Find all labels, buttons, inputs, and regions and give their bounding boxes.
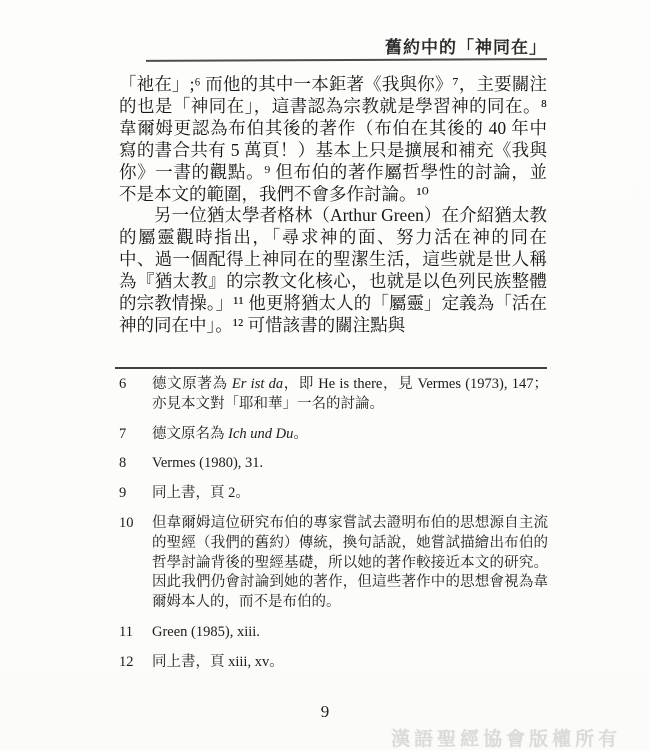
footnote-text [152, 623, 548, 643]
footnote-number: 6 [119, 376, 127, 392]
footnote-text [152, 514, 548, 613]
footnote-text [152, 375, 548, 415]
footnote-7 [119, 425, 548, 445]
footnote-number: 12 [119, 653, 134, 670]
body-paragraph-2: 另一位猶太學者格林（Arthur Green）在介紹猶太教的屬靈觀時指出，「尋求神的面、努力活在神的同在中、過一個配得上神同在的聖潔生活，這些就是世人稱為『猶太教』的宗教文化核心，也就是以色列民族整體的宗教情操。」¹¹ 他更將猶太人的「屬靈」定義為「活在神的同在中」。¹² 可惜該書的關注點與 [119, 205, 547, 335]
footnote-8 [119, 454, 548, 474]
footnote-text-segment: 但韋爾姆這位研究布伯的專家嘗試去證明布伯的思想源自主流的聖經（我們的舊約）傳統，換句話說，她嘗試描繪出布伯的哲學討論背後的聖經基礎，所以她的著作較接近本文的研究。因此我們仍會討論到她的著作，但這些著作中的思想會視為韋爾姆本人的，而不是布伯的。 [152, 514, 548, 611]
footnote-text-segment: 德文原名為 [152, 425, 229, 442]
footnote-text-segment: Vermes (1980), 31. [152, 455, 264, 472]
body-text [119, 74, 547, 337]
footnote-6 [119, 375, 548, 415]
footnote-text-italic: Er ist da [231, 376, 284, 392]
footnote-text-italic: Ich und Du [228, 425, 294, 442]
page-number: 9 [320, 702, 330, 721]
footnote-text-segment: Green (1985), xiii. [152, 623, 260, 640]
footnote-text-segment: ，即 He is there，見 Vermes (1973), 147；亦見本文對「耶和華」一名的討論。 [152, 376, 549, 412]
footnote-number: 10 [119, 514, 134, 531]
footnote-11 [119, 623, 548, 643]
footnote-number: 9 [119, 485, 127, 502]
footnote-number: 7 [119, 425, 127, 442]
header-rule [146, 58, 547, 62]
footnote-9 [119, 484, 548, 504]
footnote-text [152, 484, 548, 504]
footnote-12 [119, 653, 548, 673]
footnote-number: 8 [119, 455, 127, 472]
footnote-text-segment: 。 [293, 425, 308, 442]
footnote-text [152, 653, 548, 673]
footnote-text-segment: 德文原著為 [152, 376, 232, 392]
footnote-text-segment: 同上書，頁 xiii, xv。 [152, 653, 284, 670]
footnote-10 [119, 514, 548, 613]
publisher-watermark: 漢語聖經協會版權所有 [391, 729, 622, 750]
footnote-text [152, 454, 548, 474]
footnote-separator [115, 367, 547, 369]
footnote-number: 11 [119, 623, 133, 640]
footnote-text [152, 425, 548, 445]
body-paragraph-1: 「祂在」;⁶ 而他的其中一本鉅著《我與你》⁷，主要關注的也是「神同在」，這書認為宗教就是學習神的同在。⁸ 韋爾姆更認為布伯其後的著作（布伯在其後的 40 年中寫的書合共有 5 萬頁！）基本上只是擴展和補充《我與你》一書的觀點。⁹ 但布伯的著作屬哲學性的討論，並不是本文的範圍，我們不會多作討論。¹⁰ [119, 74, 547, 204]
footnote-text-segment: 同上書，頁 2。 [152, 485, 250, 502]
running-header-title: 舊約中的「神同在」 [385, 38, 547, 57]
footnotes-section [119, 375, 548, 683]
